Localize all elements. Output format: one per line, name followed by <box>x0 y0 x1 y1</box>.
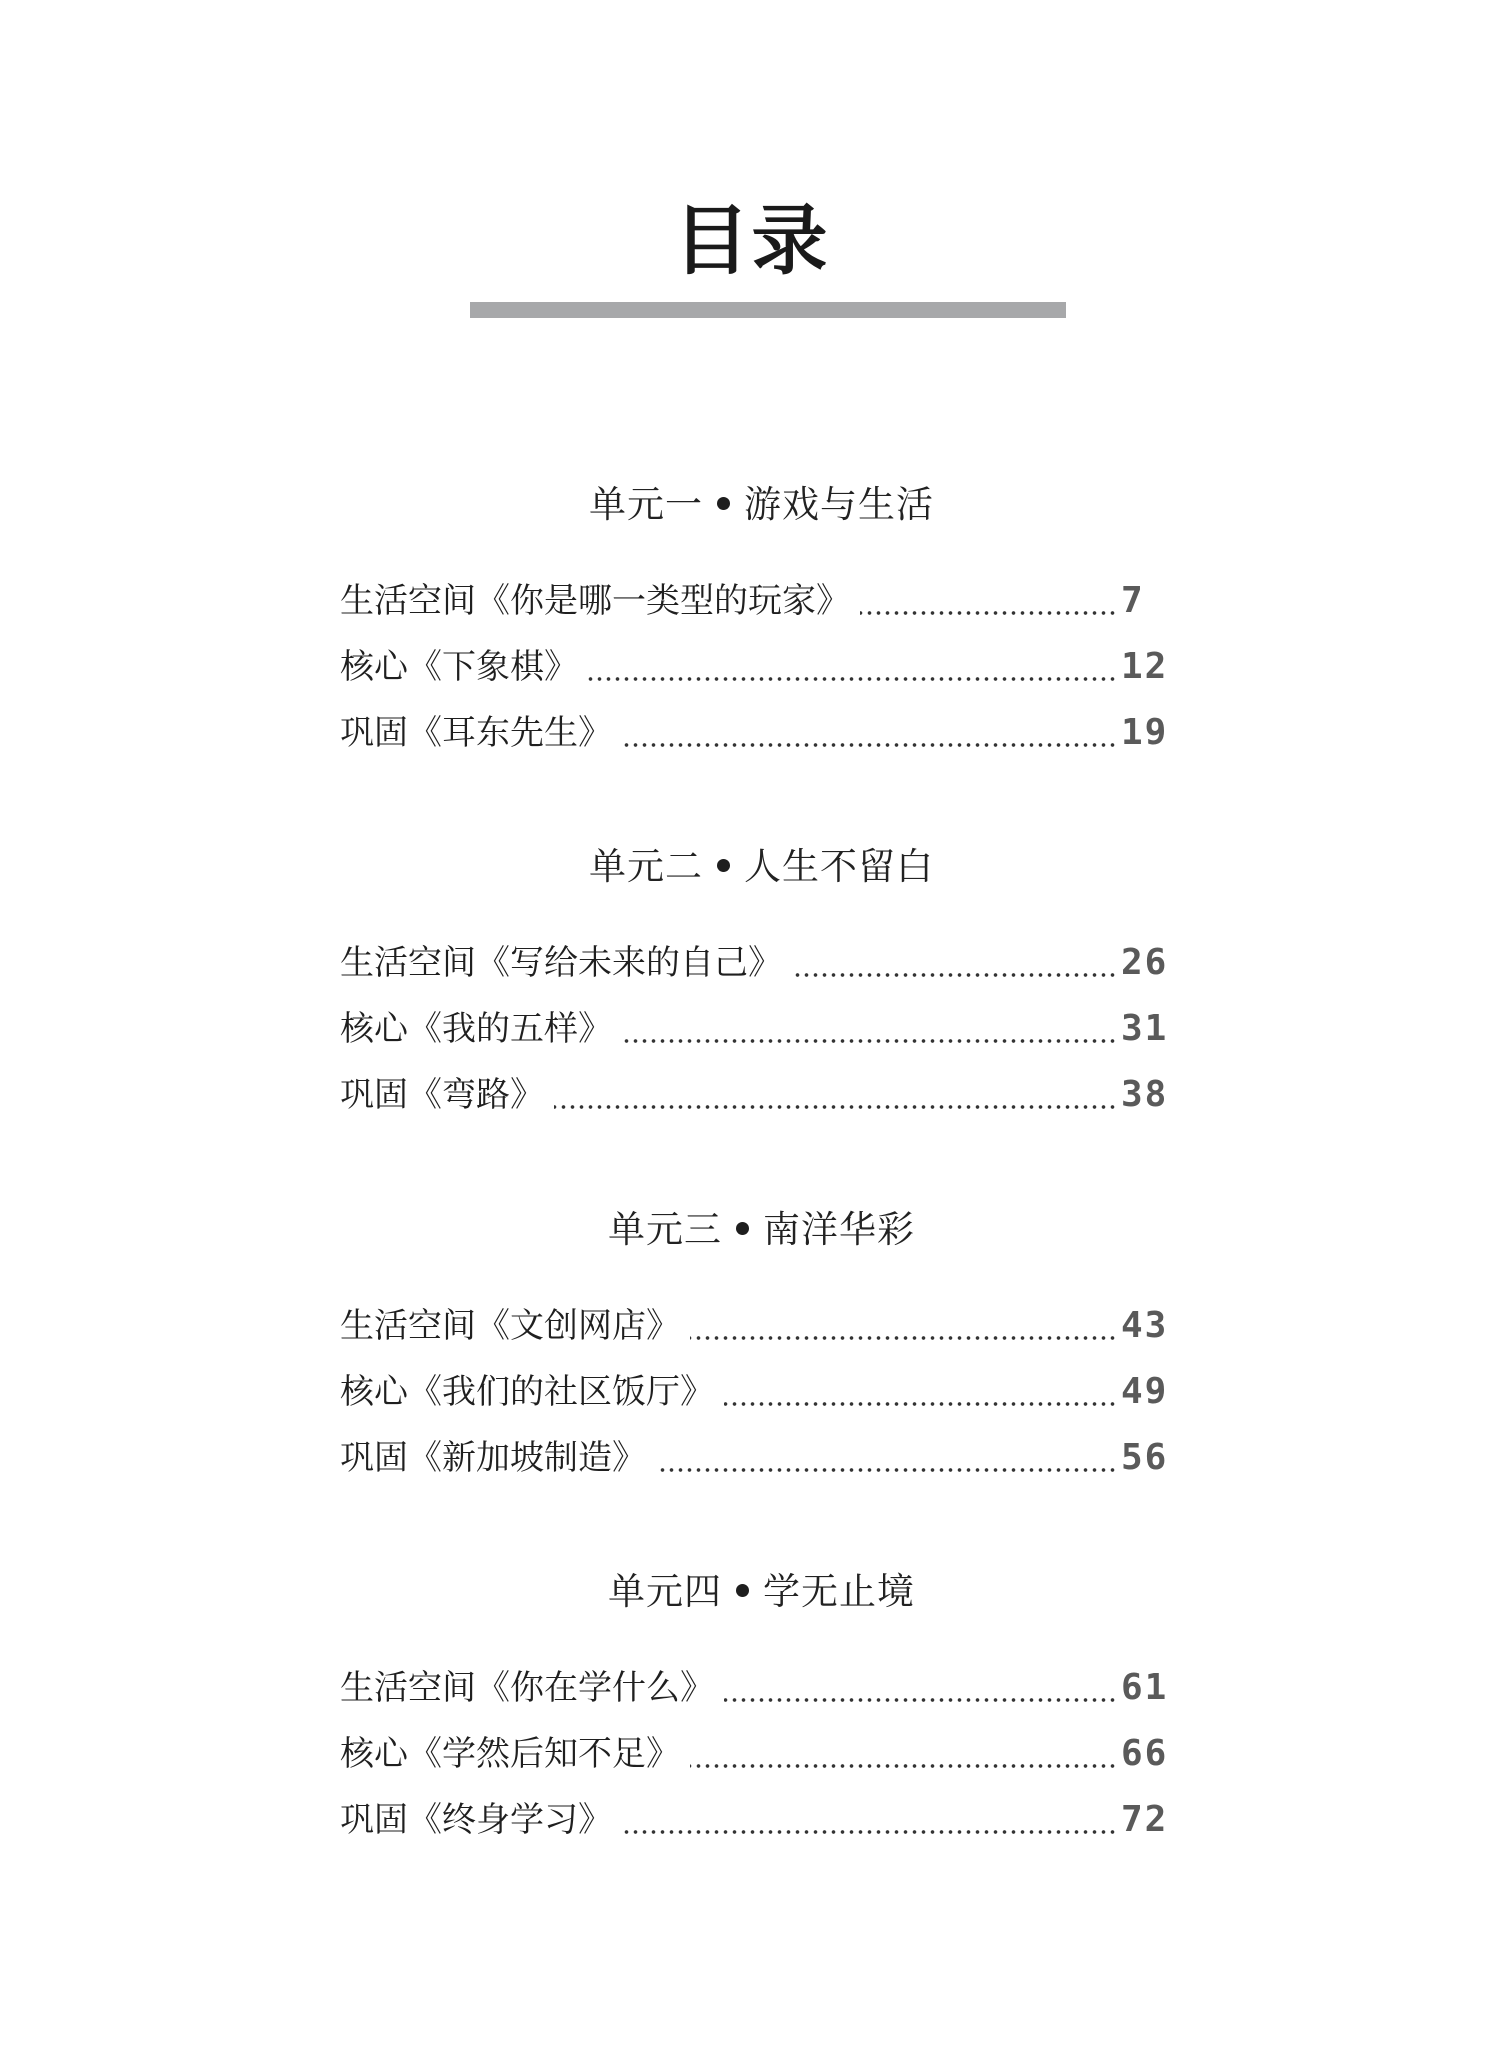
toc-entry[interactable] <box>340 698 1183 764</box>
dot-leader <box>622 743 1117 747</box>
unit-number: 单元二 <box>589 845 703 888</box>
entry-title: 生活空间《你是哪一类型的玩家》 <box>340 581 850 621</box>
entry-title: 巩固《新加坡制造》 <box>340 1438 646 1478</box>
unit-heading <box>340 842 1183 892</box>
bullet-dot-icon <box>717 497 730 510</box>
toc-entry[interactable] <box>340 1423 1183 1489</box>
entry-title: 核心《下象棋》 <box>340 647 578 687</box>
entry-page-number: 49 <box>1121 1371 1169 1412</box>
dot-leader <box>656 1468 1117 1472</box>
unit-name: 游戏与生活 <box>744 483 934 526</box>
toc-entry[interactable] <box>340 1060 1183 1126</box>
entry-page-number: 43 <box>1121 1305 1169 1346</box>
entry-title: 巩固《耳东先生》 <box>340 713 612 753</box>
entry-title: 核心《学然后知不足》 <box>340 1734 680 1774</box>
entry-title: 生活空间《文创网店》 <box>340 1306 680 1346</box>
entry-title: 生活空间《写给未来的自己》 <box>340 943 782 983</box>
toc-entry[interactable] <box>340 994 1183 1060</box>
unit-section-1 <box>340 480 1183 764</box>
entry-title: 巩固《终身学习》 <box>340 1800 612 1840</box>
unit-number: 单元三 <box>608 1208 722 1251</box>
unit-number: 单元四 <box>608 1570 722 1613</box>
entry-page-number: 7 <box>1121 580 1145 621</box>
toc-entry[interactable] <box>340 1785 1183 1851</box>
entry-page-number: 12 <box>1121 646 1169 687</box>
toc-entry-list <box>340 566 1183 764</box>
dot-leader <box>690 1764 1117 1768</box>
dot-leader <box>792 973 1117 977</box>
entry-page-number: 61 <box>1121 1667 1169 1708</box>
unit-heading <box>340 1205 1183 1255</box>
unit-heading <box>340 1567 1183 1617</box>
toc-entry[interactable] <box>340 1719 1183 1785</box>
toc-entry-list <box>340 1291 1183 1489</box>
dot-leader <box>588 677 1117 681</box>
toc-entry[interactable] <box>340 632 1183 698</box>
toc-entry-list <box>340 1653 1183 1851</box>
dot-leader <box>622 1830 1117 1834</box>
entry-title: 核心《我们的社区饭厅》 <box>340 1372 714 1412</box>
unit-number: 单元一 <box>589 483 703 526</box>
toc-entry[interactable] <box>340 928 1183 994</box>
bullet-dot-icon <box>736 1584 749 1597</box>
entry-page-number: 56 <box>1121 1437 1169 1478</box>
entry-page-number: 66 <box>1121 1733 1169 1774</box>
dot-leader <box>554 1105 1117 1109</box>
unit-section-3 <box>340 1205 1183 1489</box>
unit-name: 学无止境 <box>763 1570 915 1613</box>
dot-leader <box>724 1698 1117 1702</box>
entry-title: 巩固《弯路》 <box>340 1075 544 1115</box>
unit-section-4 <box>340 1567 1183 1851</box>
toc-entry[interactable] <box>340 1653 1183 1719</box>
toc-entry[interactable] <box>340 566 1183 632</box>
unit-name: 人生不留白 <box>744 845 934 888</box>
unit-heading <box>340 480 1183 530</box>
entry-page-number: 26 <box>1121 942 1169 983</box>
toc-entry-list <box>340 928 1183 1126</box>
entry-page-number: 72 <box>1121 1799 1169 1840</box>
dot-leader <box>724 1402 1117 1406</box>
entry-page-number: 31 <box>1121 1008 1169 1049</box>
entry-title: 核心《我的五样》 <box>340 1009 612 1049</box>
unit-section-2 <box>340 842 1183 1126</box>
bullet-dot-icon <box>736 1222 749 1235</box>
entry-page-number: 19 <box>1121 712 1169 753</box>
title-divider <box>470 302 1066 318</box>
entry-page-number: 38 <box>1121 1074 1169 1115</box>
dot-leader <box>622 1039 1117 1043</box>
page-title: 目录 <box>673 196 830 285</box>
toc-entry[interactable] <box>340 1291 1183 1357</box>
unit-name: 南洋华彩 <box>763 1208 915 1251</box>
dot-leader <box>860 611 1117 615</box>
dot-leader <box>690 1336 1117 1340</box>
bullet-dot-icon <box>717 859 730 872</box>
toc-entry[interactable] <box>340 1357 1183 1423</box>
entry-title: 生活空间《你在学什么》 <box>340 1668 714 1708</box>
